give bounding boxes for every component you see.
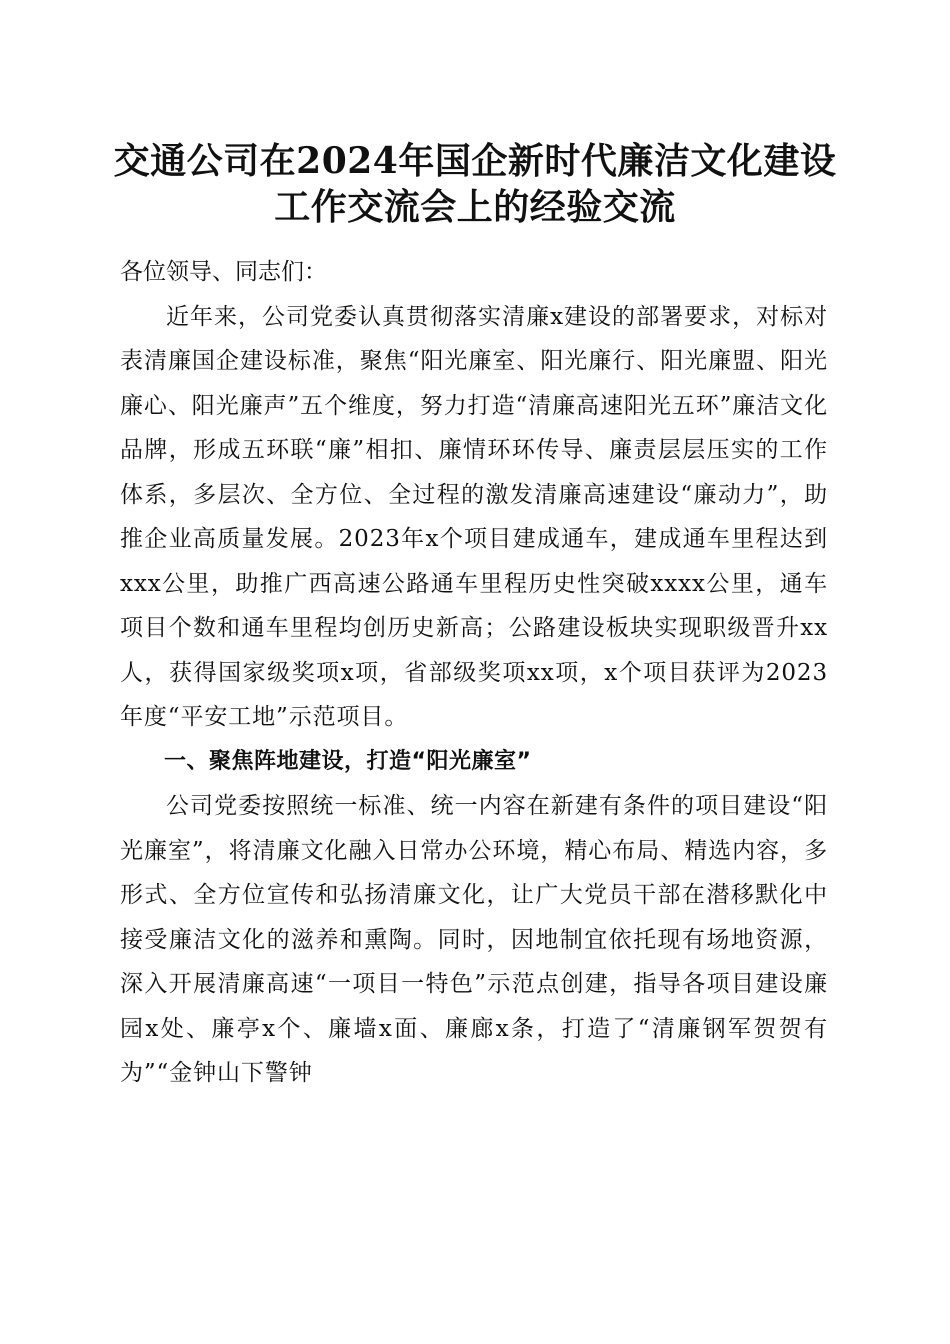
- section-heading-1: 一、聚焦阵地建设，打造“阳光廉室”: [164, 748, 532, 774]
- document-title: [60, 138, 890, 230]
- title-line-1: 交通公司在2024年国企新时代廉洁文化建设: [113, 140, 837, 182]
- paragraph-intro: 近年来，公司党委认真贯彻落实清廉x建设的部署要求，对标对表清廉国企建设标准，聚焦“阳光廉室、阳光廉行、阳光廉盟、阳光廉心、阳光廉声”五个维度，努力打造“清廉高速阳光五环”廉洁文化品牌，形成五环联“廉”相扣、廉情环环传导、廉责层层压实的工作体系，多层次、全方位、全过程的激发清廉高速建设“廉动力”，助推企业高质量发展。2023年x个项目建成通车，建成通车里程达到xxx公里，助推广西高速公路通车里程历史性突破xxxx公里，通车项目个数和通车里程均创历史新高；公路建设板块实现职级晋升xx人，获得国家级奖项x项，省部级奖项xx项，x个项目获评为2023年度“平安工地”示范项目。: [120, 303, 828, 730]
- paragraph-section-1: 公司党委按照统一标准、统一内容在新建有条件的项目建设“阳光廉室”，将清廉文化融入日常办公环境，精心布局、精选内容，多形式、全方位宣传和弘扬清廉文化，让广大党员干部在潜移默化中接受廉洁文化的滋养和熏陶。同时，因地制宜依托现有场地资源，深入开展清廉高速“一项目一特色”示范点创建，指导各项目建设廉园x处、廉亭x个、廉墙x面、廉廊x条，打造了“清廉钢军贺贺有为”“金钟山下警钟: [120, 793, 828, 1086]
- document-body: [120, 250, 828, 1096]
- title-line-2: 工作交流会上的经验交流: [274, 186, 676, 228]
- salutation: 各位领导、同志们：: [120, 259, 327, 285]
